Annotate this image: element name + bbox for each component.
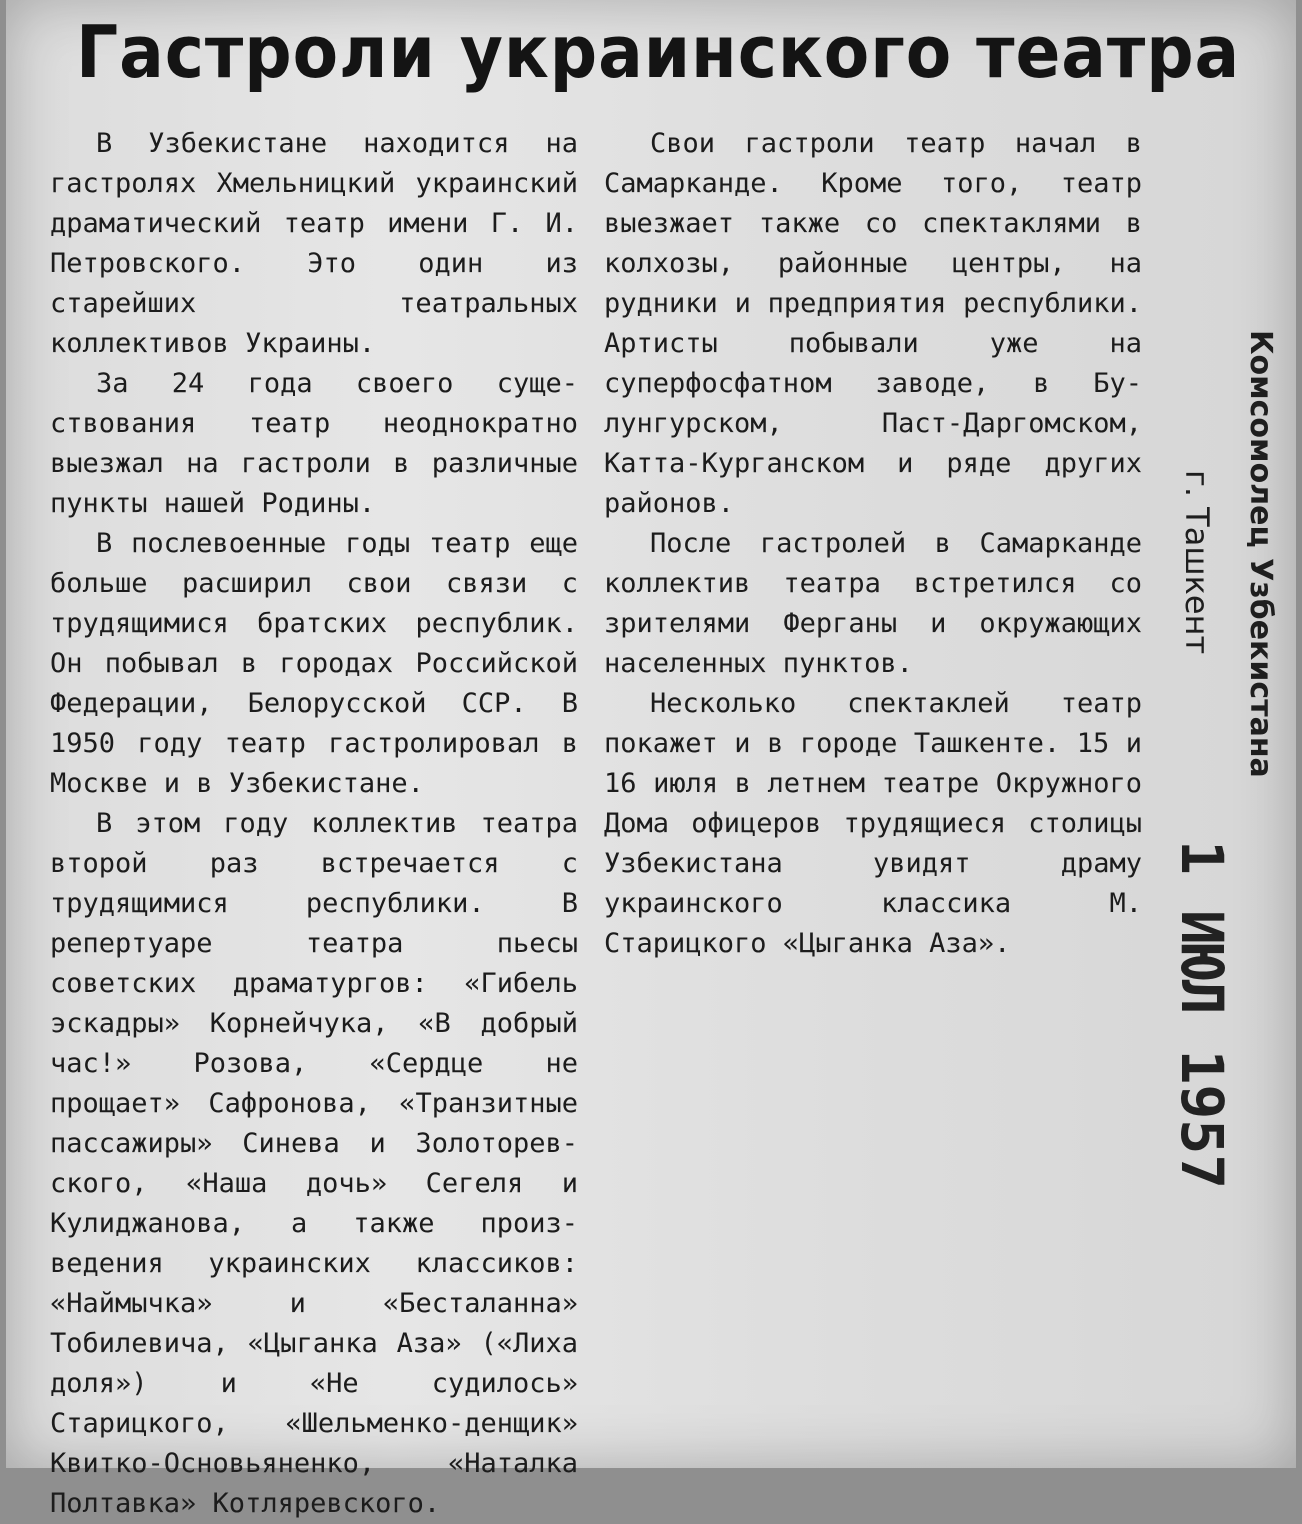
paragraph: В послевоенные годы театр еще больше расширил свои связи с трудящимися братских республик. Он побывал в городах Российской Федерации, Белорусской ССР. В 1950 году театр гастролировал в Москве и в Узбекистане. — [50, 528, 578, 799]
paragraph: Свои гастроли театр начал в Самарканде. Кроме того, театр выезжает также со спектаклями в колхозы, районные центры, на рудники и предприятия республики. Артисты побывали уже на суперфосфатном заводе, в Булунгурском, Паст-Даргомском, Катта-Курганском и ряде других районов. — [604, 128, 1142, 519]
paragraph: В этом году коллектив театра второй раз встречается с трудящимися республики. В репертуаре театра пьесы советских драматургов: «Гибель эскадры» Корнейчука, «В добрый час!» Розова, «Сердце не прощает» Сафронова, «Транзитные пассажиры» Синева и Золоторевского, «Наша дочь» Сегеля и Кулиджанова, а также произведения украинских классиков: «Наймычка» и «Бесталанна» Тобилевича, «Цыганка Аза» («Лиха доля») и «Не судилось» Старицкого, «Шельменко-денщик» Квитко-Основьяненко, «Наталка Полтавка» Котляревского. — [50, 808, 578, 1519]
stamp-newspaper-name: Комсомолец Узбекистана — [1243, 330, 1278, 778]
stamp-city: г. Ташкент — [1178, 470, 1216, 655]
paragraph: Несколько спектаклей театр покажет и в городе Ташкенте. 15 и 16 июля в летнем театре Окружного Дома офицеров трудящиеся столицы Узбекистана увидят драму украинского классика М. Старицкого «Цыганка Аза». — [604, 688, 1142, 959]
article-column-right — [604, 124, 1142, 964]
article-column-left — [50, 124, 578, 1524]
paragraph: После гастролей в Самарканде коллектив театра встретился со зрителями Ферганы и окружающих населенных пунктов. — [604, 528, 1142, 679]
paragraph: В Узбекистане находится на гастролях Хмельницкий украинский драматический театр имени Г. И. Петровского. Это один из старейших театральных коллективов Украины. — [50, 128, 578, 359]
newspaper-clipping — [6, 0, 1296, 1519]
headline: Гастроли украинского театра — [76, 10, 1241, 94]
paragraph: За 24 года своего существования театр неоднократно выезжал на гастроли в различные пункты нашей Родины. — [50, 368, 578, 519]
stamp-date: 1 ИЮЛ 1957 — [1168, 840, 1236, 1190]
